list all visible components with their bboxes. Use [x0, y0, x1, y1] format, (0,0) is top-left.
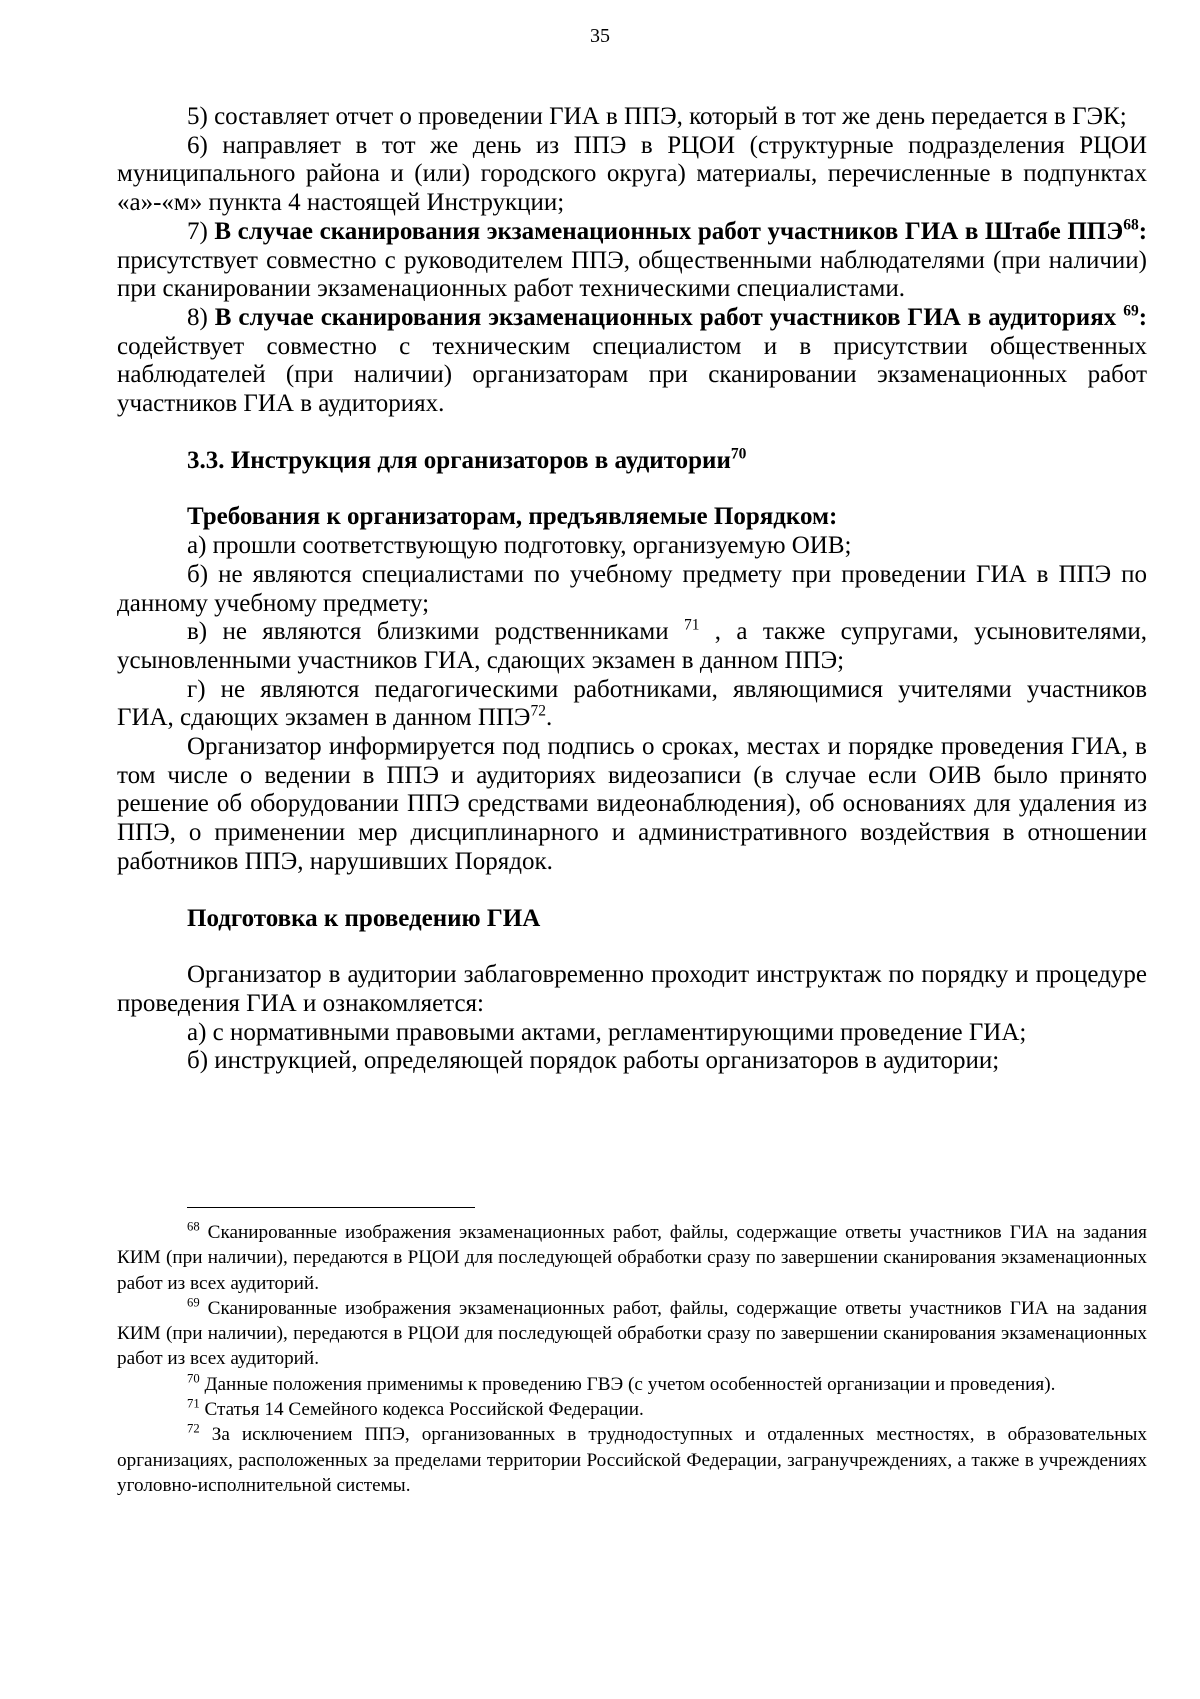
item-5-text: 5) составляет отчет о проведении ГИА в ППЭ, который в тот же день передается в ГЭК;	[187, 103, 1127, 130]
footnote-text: Данные положения применимы к проведению ГВЭ (с учетом особенностей организации и проведения).	[204, 1373, 1056, 1395]
requirement-v	[117, 618, 1147, 675]
item-7-number: 7)	[187, 217, 208, 245]
organizer-info-paragraph: Организатор информируется под подпись о сроках, местах и порядке проведения ГИА, в том числе о ведении в ППЭ и аудиториях видеозаписи (в случае если ОИВ было принято решение об оборудовании ППЭ средствами видеонаблюдения), об основаниях для удаления из ППЭ, о применении мер дисциплинарного и административного воздействия в отношении работников ППЭ, нарушивших Порядок.	[117, 733, 1147, 875]
list-item	[117, 103, 1147, 132]
footnote	[117, 1220, 1147, 1296]
footnote-ref-70: 70	[730, 445, 747, 463]
section-heading-text: 3.3. Инструкция для организаторов в аудитории	[187, 446, 731, 474]
footnote	[117, 1397, 1147, 1422]
item-6-text: 6) направляет в тот же день из ППЭ в РЦОИ (структурные подразделения РЦОИ муниципального района и (или) городского округа) материалы, перечисленные в подпунктах «а»-«м» пункта 4 настоящей Инструкции;	[117, 131, 1147, 217]
preparation-item-a: а) с нормативными правовыми актами, регламентирующими проведение ГИА;	[187, 1018, 1027, 1046]
footnote	[117, 1296, 1147, 1372]
list-item	[117, 304, 1147, 419]
footnote-ref-72: 72	[530, 703, 546, 721]
footnote-number: 72	[187, 1421, 200, 1436]
section-heading	[117, 447, 1147, 476]
item-8-text: содействует совместно с техническим специалистом и в присутствии общественных наблюдателей (при наличии) организаторам при сканировании экзаменационных работ участников ГИА в аудиториях.	[117, 332, 1147, 418]
requirement-b: б) не являются специалистами по учебному предмету при проведении ГИА в ППЭ по данному учебному предмету;	[117, 560, 1147, 617]
item-8-number: 8)	[187, 303, 208, 331]
item-8-bold-lead: В случае сканирования экзаменационных работ участников ГИА в аудиториях	[214, 303, 1117, 331]
list-item	[117, 132, 1147, 218]
footnote-number: 71	[187, 1396, 200, 1411]
requirement-g-text: г) не являются педагогическими работниками, являющимися учителями участников ГИА, сдающих экзамен в данном ППЭ	[117, 675, 1147, 732]
footnote	[117, 1372, 1147, 1397]
requirements-heading: Требования к организаторам, предъявляемые Порядком:	[187, 503, 838, 531]
footnote-number: 68	[187, 1219, 200, 1234]
footnote-text: За исключением ППЭ, организованных в труднодоступных и отдаленных местностях, в образовательных организациях, расположенных за пределами территории Российской Федерации, загранучреждениях, а также в учреждениях уголовно-исполнительной системы.	[117, 1424, 1148, 1496]
footnote-text: Статья 14 Семейного кодекса Российской Федерации.	[204, 1399, 644, 1421]
footnote-ref-69: 69	[1123, 302, 1139, 320]
requirement-v-text-end: , а также супругами, усыновителями, усыновленными участников ГИА, сдающих экзамен в данном ППЭ;	[117, 618, 1148, 674]
footnote-separator	[187, 1207, 475, 1208]
footnotes	[117, 1220, 1147, 1498]
preparation-intro: Организатор в аудитории заблаговременно проходит инструктаж по порядку и процедуре проведения ГИА и ознакомляется:	[117, 961, 1147, 1017]
list-item	[117, 218, 1147, 304]
footnote-number: 70	[187, 1371, 200, 1386]
footnote-text: Сканированные изображения экзаменационных работ, файлы, содержащие ответы участников ГИА на задания КИМ (при наличии), передаются в РЦОИ для последующей обработки сразу по завершении сканирования экзаменационных работ из всех аудиторий.	[117, 1222, 1148, 1294]
requirement-v-text: в) не являются близкими родственниками	[187, 618, 669, 646]
page-number: 35	[590, 25, 610, 47]
preparation-heading: Подготовка к проведению ГИА	[187, 904, 541, 932]
item-7-colon: :	[1138, 217, 1148, 245]
requirement-g	[117, 676, 1147, 733]
document-body	[117, 103, 1147, 1076]
item-7-text: присутствует совместно с руководителем ППЭ, общественными наблюдателями (при наличии) при сканировании экзаменационных работ техническими специалистами.	[117, 246, 1147, 303]
footnote-ref-71: 71	[683, 616, 700, 634]
preparation-item-b: б) инструкцией, определяющей порядок работы организаторов в аудитории;	[187, 1047, 1000, 1075]
footnote	[117, 1422, 1147, 1498]
requirement-a: а) прошли соответствующую подготовку, организуемую ОИВ;	[187, 532, 852, 560]
item-8-colon: :	[1138, 303, 1148, 331]
item-7-bold-lead: В случае сканирования экзаменационных работ участников ГИА в Штабе ППЭ	[214, 217, 1124, 245]
footnote-number: 69	[187, 1295, 200, 1310]
footnote-text: Сканированные изображения экзаменационных работ, файлы, содержащие ответы участников ГИА на задания КИМ (при наличии), передаются в РЦОИ для последующей обработки сразу по завершении сканирования экзаменационных работ из всех аудиторий.	[117, 1297, 1148, 1370]
requirement-g-text-end: .	[545, 704, 553, 732]
footnote-ref-68: 68	[1123, 216, 1139, 234]
